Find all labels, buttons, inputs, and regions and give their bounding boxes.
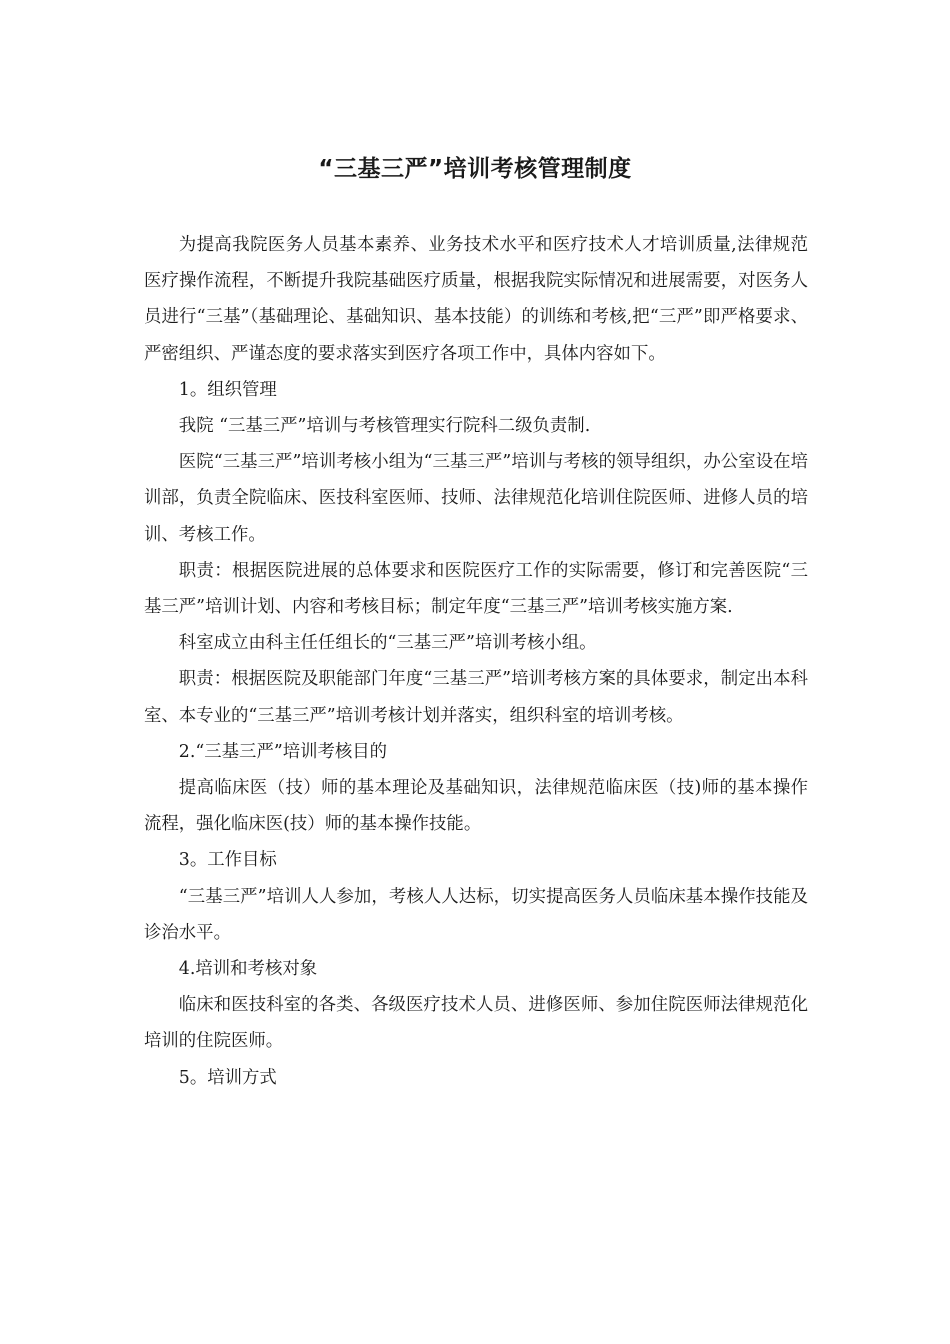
- section-heading-training-methods: 5。培训方式: [178, 1067, 277, 1088]
- paragraph-targets: 临床和医技科室的各类、各级医疗技术人员、进修医师、参加住院医师法律规范化培训的住院医师。: [144, 995, 808, 1052]
- section-heading-organization: 1。组织管理: [178, 379, 277, 400]
- document-title: “三基三严”培训考核管理制度: [318, 156, 632, 182]
- paragraph-department-group: 科室成立由科主任任组长的“三基三严”培训考核小组。: [178, 633, 597, 654]
- section-heading-targets: 4.培训和考核对象: [178, 959, 318, 980]
- paragraph-hospital-duties: 职责：根据医院进展的总体要求和医院医疗工作的实际需要，修订和完善医院“三基三严”培训计划、内容和考核目标；制定年度“三基三严”培训考核实施方案.: [144, 560, 808, 618]
- section-heading-purpose: 2.“三基三严”培训考核目的: [178, 741, 388, 762]
- section-heading-goals: 3。工作目标: [178, 850, 277, 871]
- paragraph-department-duties: 职责：根据医院及职能部门年度“三基三严”培训考核方案的具体要求，制定出本科室、本专业的“三基三严”培训考核计划并落实，组织科室的培训考核。: [144, 669, 808, 726]
- paragraph-purpose: 提高临床医（技）师的基本理论及基础知识，法律规范临床医（技)师的基本操作流程，强化临床医(技）师的基本操作技能。: [144, 778, 808, 835]
- paragraph-intro: 为提高我院医务人员基本素养、业务技术水平和医疗技术人才培训质量,法律规范医疗操作流程，不断提升我院基础医疗质量，根据我院实际情况和进展需要，对医务人员进行“三基”（基础理论、基础知识、基本技能）的训练和考核,把“三严”即严格要求、严密组织、严谨态度的要求落实到医疗各项工作中，具体内容如下。: [144, 235, 808, 364]
- document-body: [144, 227, 808, 1096]
- paragraph-responsibility-system: 我院 “三基三严”培训与考核管理实行院科二级负责制.: [178, 416, 591, 437]
- paragraph-goals: “三基三严”培训人人参加，考核人人达标，切实提高医务人员临床基本操作技能及诊治水平。: [144, 886, 808, 943]
- paragraph-hospital-group: 医院“三基三严”培训考核小组为“三基三严”培训与考核的领导组织，办公室设在培训部，负责全院临床、医技科室医师、技师、法律规范化培训住院医师、进修人员的培训、考核工作。: [144, 452, 808, 545]
